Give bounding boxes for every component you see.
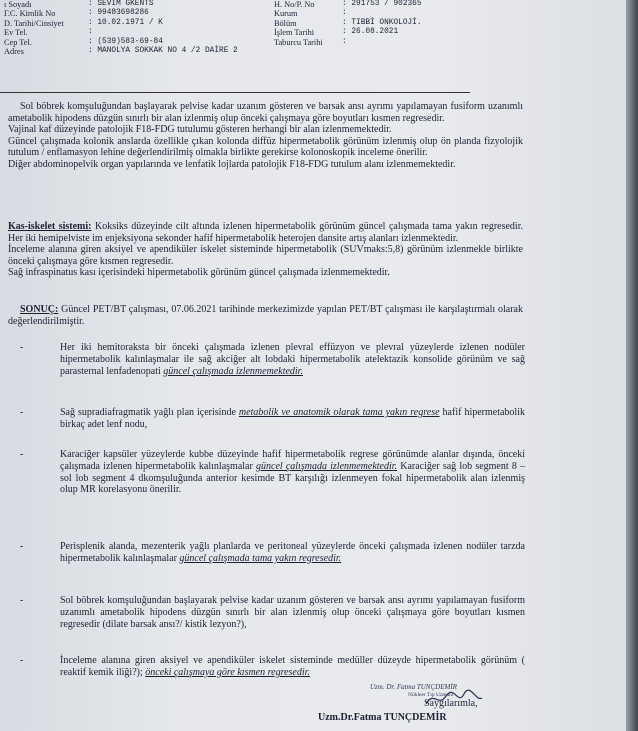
header-label: Taburcu Tarihi bbox=[274, 37, 323, 47]
bullet-dash: - bbox=[20, 595, 24, 606]
header-value: : bbox=[88, 28, 93, 37]
bullet-text: Perisplenik alanda, mezenterik yağlı planlarda ve peritoneal yüzeylerde önceki çalışmada izlenen nodüler tarzda hipermetabolik kalınlaşmalar bbox=[60, 541, 525, 564]
bullet-tail: Karaciğer sağ lob segment 8 – sol lob segment 4 dkomşuluğunda anterior kesimde BT karşılığı izlenmeyen fokal hipermetabolik alan izlenmiş olup MR korelasyonu önerilir. bbox=[60, 460, 526, 496]
findings-abdomen bbox=[8, 101, 523, 171]
header-label: H. No/P. No bbox=[274, 0, 315, 9]
paragraph: Güncel PET/BT çalışması, 07.06.2021 tarihinde merkezimizde yapılan PET/BT çalışması ile karşılaştırmalı olarak değerlendirilmiştir. bbox=[8, 304, 523, 327]
bullet-text: Her iki hemitoraksta bir önceki çalışmada izlenen plevral effüzyon ve plevral yüzeylerde izlenen nodüler hipermetabolik kalınlaşmalar ile sağ akciğer alt lobdaki hipermetabolik atelektazik konsolide görünüm ve sağ parasternal lenfadenopati bbox=[60, 342, 525, 377]
bullet-emphasis: önceki çalışmaya göre kısmen regresedir. bbox=[145, 666, 310, 678]
paragraph: Koksiks düzeyinde cilt altında izlenen hipermetabolik görünüm güncel çalışmada tama yakın regresedir. Her iki hemipelviste im enjeksiyona sekonder hafif hipermetabolik heterojen dansite artış alanları izlenmektedir. bbox=[8, 221, 523, 244]
bullet-tail: hafif hipermetabolik birkaç adet lenf nodu, bbox=[60, 407, 525, 430]
header-label: ı Soyadı bbox=[4, 0, 32, 9]
bullet-text: Sağ supradiafragmatik yağlı plan içerisinde bbox=[60, 407, 239, 418]
header-value: : bbox=[342, 37, 347, 46]
list-item bbox=[20, 595, 525, 630]
bullet-dash: - bbox=[20, 541, 24, 552]
bullet-emphasis: güncel çalışmada izlenmemektedir. bbox=[163, 365, 303, 377]
bullet-emphasis: güncel çalışmada tama yakın regresedir. bbox=[179, 552, 342, 564]
closing-text: Saygılarımla, bbox=[424, 698, 478, 709]
patient-header bbox=[4, 0, 474, 56]
header-value: : TIBBİ ONKOLOJİ. bbox=[342, 18, 422, 27]
bullet-text: Karaciğer kapsüler yüzeylerde kubbe düzeyinde hafif hipermetabolik regrese görünümde alanlar dışında, önceki çalışmada izlenen hipermetabolik kalınlaşmalar bbox=[60, 449, 525, 472]
paragraph: Sol böbrek komşuluğundan başlayarak pelvise kadar uzanım gösteren ve barsak ansı ayrımı yapılamayan fusiform uzanımlı ametabolik hipodens düzgün sınırlı bir alan izlenmiş olup önceki çalışmaya göre boyutları kısmen regresedir. bbox=[8, 101, 523, 124]
paragraph: Sağ infraspinatus kası içerisindeki hipermetabolik görünüm güncel çalışmada izlenmemektedir. bbox=[8, 267, 390, 279]
page-edge-shadow bbox=[626, 0, 638, 731]
header-value: : SEVIM GKENTS bbox=[88, 0, 154, 8]
bullet-text: Sol böbrek komşuluğundan başlayarak pelvise kadar uzanım gösteren ve barsak ansı ayrımı yapılamayan fusiform uzanımlı ametabolik hipodens düzgün sınırlı bir alan izlenmiş olup önceki çalışmaya göre boyutları kısmen regresedir (dilate barsak ansı?/ kistik lezyon?), bbox=[60, 595, 525, 630]
header-value: : 99483698286 bbox=[88, 9, 149, 18]
header-label: İşlem Tarihi bbox=[274, 28, 315, 38]
list-item bbox=[20, 655, 525, 679]
paragraph: Vajinal kaf düzeyinde patolojik F18-FDG tutulumu gösteren herhangi bir alan izlenmemektedir. bbox=[8, 124, 392, 136]
stamp-name: Uzm. Dr. Fatma TUNÇDEMİR bbox=[370, 683, 457, 691]
paragraph: Diğer abdominopelvik organ yapılarında ve lenfatik lojlarda patolojik F18-FDG tutulum alanı izlenmemektedir. bbox=[8, 158, 456, 170]
header-value: : 26.08.2021 bbox=[342, 28, 399, 37]
paragraph: Güncel çalışmada kolonik anslarda özellikle çıkan kolonda diffüz hipermetabolik görünüm izlenmiş olup ön planda fizyolojik tutulum / enflamasyon lehine değerlendirilmiş olmakla birlikte gerekirse kolonoskopik inceleme önerilir. bbox=[8, 135, 523, 159]
header-value: : bbox=[342, 9, 347, 18]
header-label: D. Tarihi/Cinsiyet bbox=[4, 18, 64, 28]
header-value: : (539)583-69-84 bbox=[88, 37, 163, 46]
header-value: : 291753 / 902365 bbox=[342, 0, 422, 8]
conclusion bbox=[8, 304, 523, 327]
list-item bbox=[20, 342, 525, 377]
header-label: Adres bbox=[4, 46, 24, 56]
doctor-name: Uzm.Dr.Fatma TUNÇDEMİR bbox=[318, 712, 447, 723]
paragraph: İnceleme alanına giren aksiyel ve apendiküler iskelet sisteminde hipermetabolik (SUVmaks:5,8) görünüm izlenmekle birlikte önceki çalışmaya göre kısmen regresedir. bbox=[8, 244, 523, 267]
header-label: Bölüm bbox=[274, 18, 297, 28]
list-item bbox=[20, 407, 525, 431]
header-label: Cep Tel. bbox=[4, 37, 32, 47]
section-heading: SONUÇ: bbox=[20, 304, 59, 315]
list-item bbox=[20, 541, 525, 565]
bullet-dash: - bbox=[20, 342, 24, 353]
bullet-emphasis: metabolik ve anatomik olarak tama yakın regrese bbox=[238, 407, 440, 418]
stamp-title: Nükleer Tıp Uzmanı bbox=[408, 692, 454, 698]
header-value: : MANOLYA SOKKAK NO 4 /2 DAİRE 2 bbox=[88, 46, 238, 55]
header-divider bbox=[0, 92, 470, 93]
header-label: Ev Tel. bbox=[4, 28, 28, 38]
bullet-dash: - bbox=[20, 449, 24, 460]
header-value: : 10.02.1971 / K bbox=[88, 18, 163, 27]
bullet-dash: - bbox=[20, 655, 24, 666]
section-heading: Kas-iskelet sistemi: bbox=[8, 221, 92, 232]
header-label: Г.С. Kimlik No bbox=[4, 9, 56, 19]
list-item bbox=[20, 449, 525, 496]
findings-musculoskeletal bbox=[8, 221, 523, 279]
bullet-dash: - bbox=[20, 407, 24, 418]
bullet-emphasis: güncel çalışmada izlenmemektedir. bbox=[256, 460, 398, 472]
bullet-text: İnceleme alanına giren aksiyel ve apendiküler iskelet sisteminde medüller düzeyde hipermetabolik görünüm ( reaktif kemik iliği?); bbox=[60, 655, 525, 678]
header-label: Kurum bbox=[274, 9, 298, 19]
